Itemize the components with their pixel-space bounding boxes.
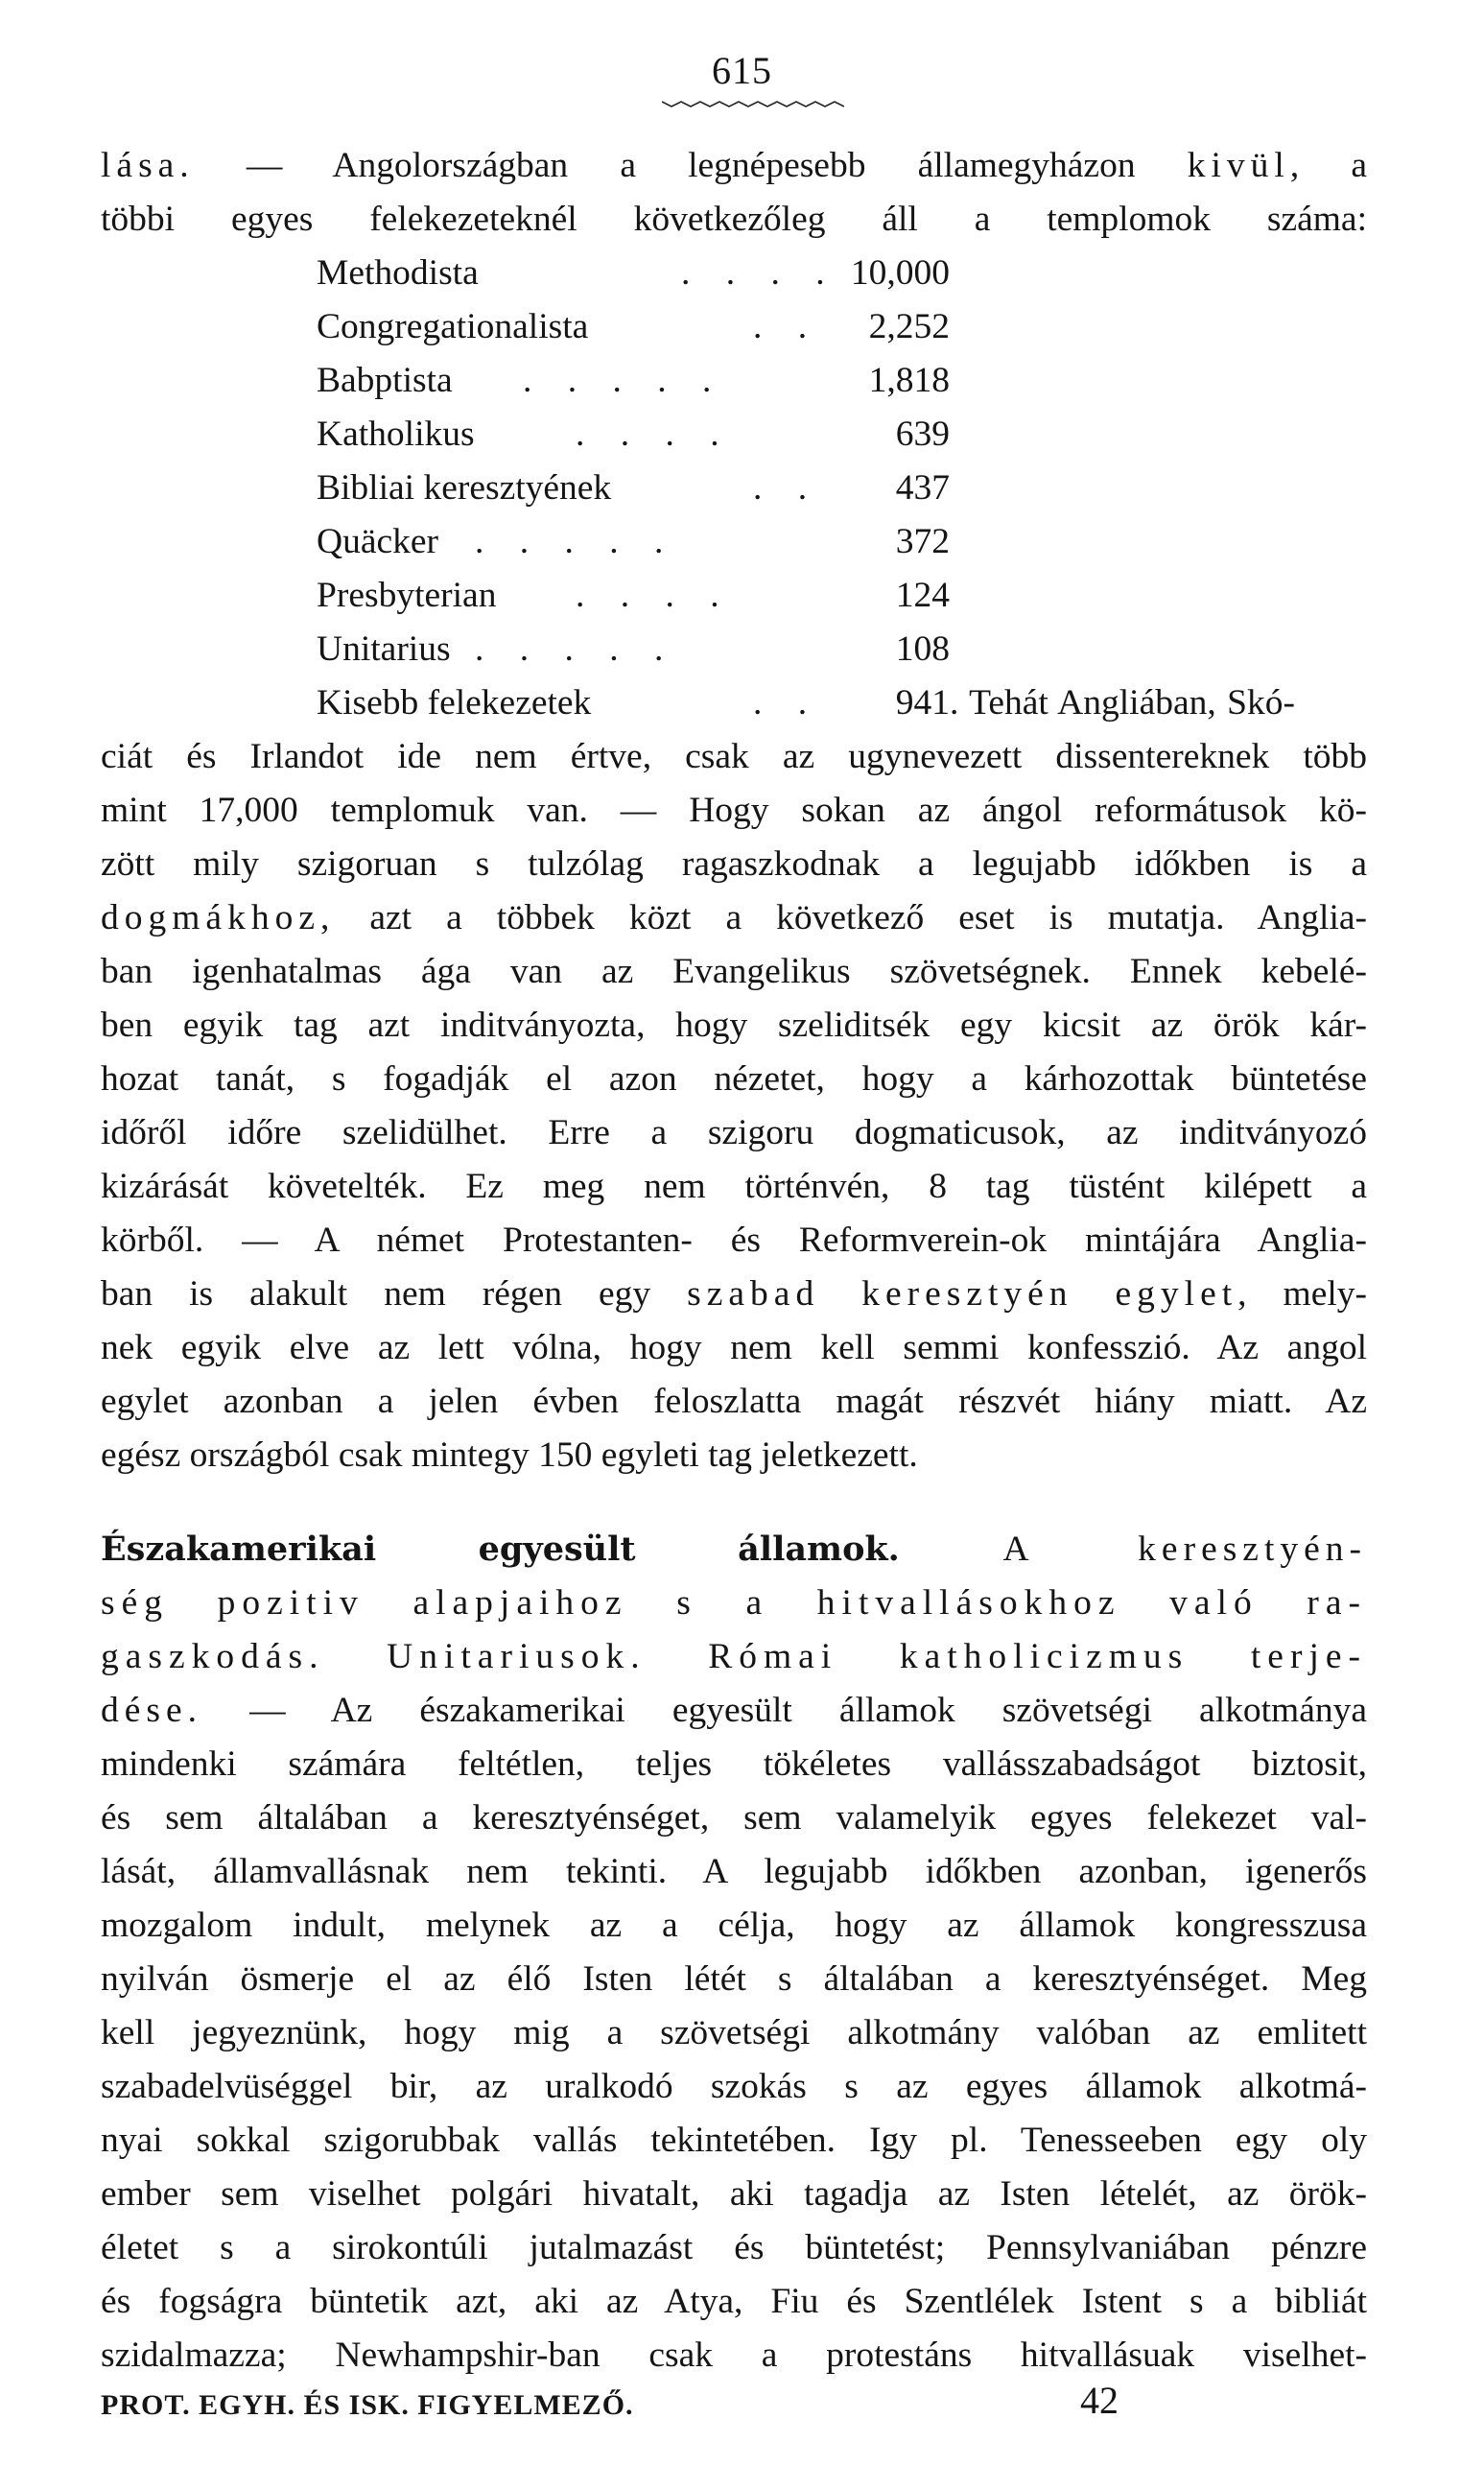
text-line: életet s a sirokontúli jutalmazást és büntetést; Pennsylvaniában pénzre	[101, 2228, 1367, 2267]
text-line: lása. — Angolországban a legnépesebb államegyházon kivül, a	[101, 146, 1367, 185]
stat-row: Unitarius . . . . . 108	[317, 623, 1276, 676]
footer-sheet-number: 42	[1080, 2379, 1119, 2422]
text-line: szidalmazza; Newhampshir-ban csak a protestáns hitvallásuak viselhet-	[101, 2336, 1367, 2375]
stat-label: Kisebb felekezetek	[317, 683, 592, 723]
spaced-word: kivül	[1187, 146, 1290, 185]
spaced-subheading: ség pozitiv alapjaihoz s a hitvallásokhoz való ra-	[101, 1583, 1367, 1623]
text-line: kell jegyeznünk, hogy mig a szövetségi alkotmány valóban az emlitett	[101, 2013, 1367, 2052]
stat-row: Bibliai keresztyének . . 437	[317, 462, 1276, 515]
stat-label: Babptista	[317, 361, 453, 400]
text-line: körből. — A német Protestanten- és Reformverein-ok mintájára Anglia-	[101, 1221, 1367, 1260]
text-line: ciát és Irlandot ide nem értve, csak az ugynevezett dissentereknek több	[101, 737, 1367, 776]
stat-row: Katholikus . . . . 639	[317, 408, 1276, 462]
text-line: mozgalom indult, melynek az a célja, hogy az államok kongresszusa	[101, 1906, 1367, 1945]
text-line: ban igenhatalmas ága van az Evangelikus szövetségnek. Ennek kebelé-	[101, 952, 1367, 991]
section-heading: Északamerikai egyesült államok.	[101, 1529, 900, 1569]
page-number: 615	[712, 49, 772, 92]
text-line: ember sem viselhet polgári hivatalt, aki tagadja az Isten lételét, az örök-	[101, 2174, 1367, 2214]
spaced-word: szabad keresztyén egylet	[687, 1274, 1238, 1314]
stat-label: Katholikus	[317, 415, 475, 454]
stat-row: Congregationalista . . 2,252	[317, 300, 1276, 354]
section-heading-line	[101, 1523, 1367, 1577]
stat-dots: . .	[753, 683, 821, 723]
text-line: ban is alakult nem régen egy szabad keresztyén egylet, mely-	[101, 1274, 1367, 1314]
stat-label: Bibliai keresztyének	[317, 468, 612, 508]
stat-label: Unitarius	[317, 629, 451, 669]
stat-row: Quäcker . . . . . 372	[317, 515, 1276, 569]
stat-dots: . . . .	[681, 253, 838, 293]
stat-dots: . . . .	[576, 576, 733, 615]
stat-dots: . .	[753, 307, 821, 346]
text-line: mindenki számára feltétlen, teljes tökéletes vallásszabadságot biztosit,	[101, 1744, 1367, 1784]
text-line: nek egyik elve az lett vólna, hogy nem kell semmi konfesszió. Az angol	[101, 1328, 1367, 1367]
text-line: ben egyik tag azt inditványozta, hogy szeliditsék egy kicsit az örök kár-	[101, 1006, 1367, 1045]
text-line: dogmákhoz, azt a többek közt a következő eset is mutatja. Anglia-	[101, 898, 1367, 937]
text-line: és sem általában a keresztyénséget, sem valamelyik egyes felekezet val-	[101, 1798, 1367, 1838]
text-line: dése. — Az északamerikai egyesült államok szövetségi alkotmánya	[101, 1691, 1367, 1730]
stat-dots: . . . . .	[475, 629, 677, 669]
spaced-word: dogmákhoz,	[101, 898, 336, 937]
stat-dots: . . . . .	[523, 361, 725, 400]
text-line: hozat tanát, s fogadják el azon nézetet, hogy a kárhozottak büntetése	[101, 1059, 1367, 1099]
stat-continuation: . Tehát Angliában, Skó-	[950, 683, 1295, 723]
text-line: zött mily szigoruan s tulzólag ragaszkodnak a legujabb időkben is a	[101, 844, 1367, 884]
page-number-ornament	[662, 99, 844, 108]
stat-row: Kisebb felekezetek . . 941 . Tehát Angliában, Skó-	[317, 676, 1372, 730]
text-line: egész országból csak mintegy 150 egyleti tag jeletkezett.	[101, 1435, 918, 1475]
text-line: nyilván ösmerje el az élő Isten létét s általában a keresztyénséget. Meg	[101, 1959, 1367, 1999]
spaced-subheading: A keresztyén-	[899, 1529, 1368, 1569]
text-line: és fogságra büntetik azt, aki az Atya, Fiu és Szentlélek Istent s a bibliát	[101, 2282, 1367, 2321]
text-line: lását, államvallásnak nem tekinti. A legujabb időkben azonban, igenerős	[101, 1852, 1367, 1891]
stat-dots: . . . . .	[475, 522, 677, 561]
stat-row: Methodista . . . . 10,000	[317, 247, 1276, 300]
text-line: egylet azonban a jelen évben feloszlatta magát részvét hiány miatt. Az	[101, 1382, 1367, 1421]
text-line: időről időre szelidülhet. Erre a szigoru dogmaticusok, az inditványozó	[101, 1113, 1367, 1152]
stat-dots: . .	[753, 468, 821, 508]
spaced-word: dése.	[101, 1691, 203, 1730]
stat-label: Congregationalista	[317, 307, 589, 346]
stat-dots: . . . .	[576, 415, 733, 454]
stat-label: Quäcker	[317, 522, 439, 561]
text-line: szabadelvüséggel bir, az uralkodó szokás s az egyes államok alkotmá-	[101, 2067, 1367, 2106]
text-line: többi egyes felekezeteknél következőleg áll a templomok száma:	[101, 200, 1367, 239]
spaced-subheading: gaszkodás. Unitariusok. Római katholicizmus terje-	[101, 1637, 1367, 1676]
stat-label: Presbyterian	[317, 576, 497, 615]
text-line: kizárását követelték. Ez meg nem történvén, 8 tag tüstént kilépett a	[101, 1167, 1367, 1206]
text-line: nyai sokkal szigorubbak vallás tekintetében. Igy pl. Tenesseeben egy oly	[101, 2121, 1367, 2160]
stat-label: Methodista	[317, 253, 479, 293]
stat-row: Babptista . . . . . 1,818	[317, 354, 1276, 408]
footer-journal-title: PROT. EGYH. ÉS ISK. FIGYELMEZŐ.	[101, 2389, 634, 2421]
text-line: mint 17,000 templomuk van. — Hogy sokan az ángol reformátusok kö-	[101, 791, 1367, 830]
spaced-word: lása.	[101, 146, 195, 185]
stat-row: Presbyterian . . . . 124	[317, 569, 1276, 623]
